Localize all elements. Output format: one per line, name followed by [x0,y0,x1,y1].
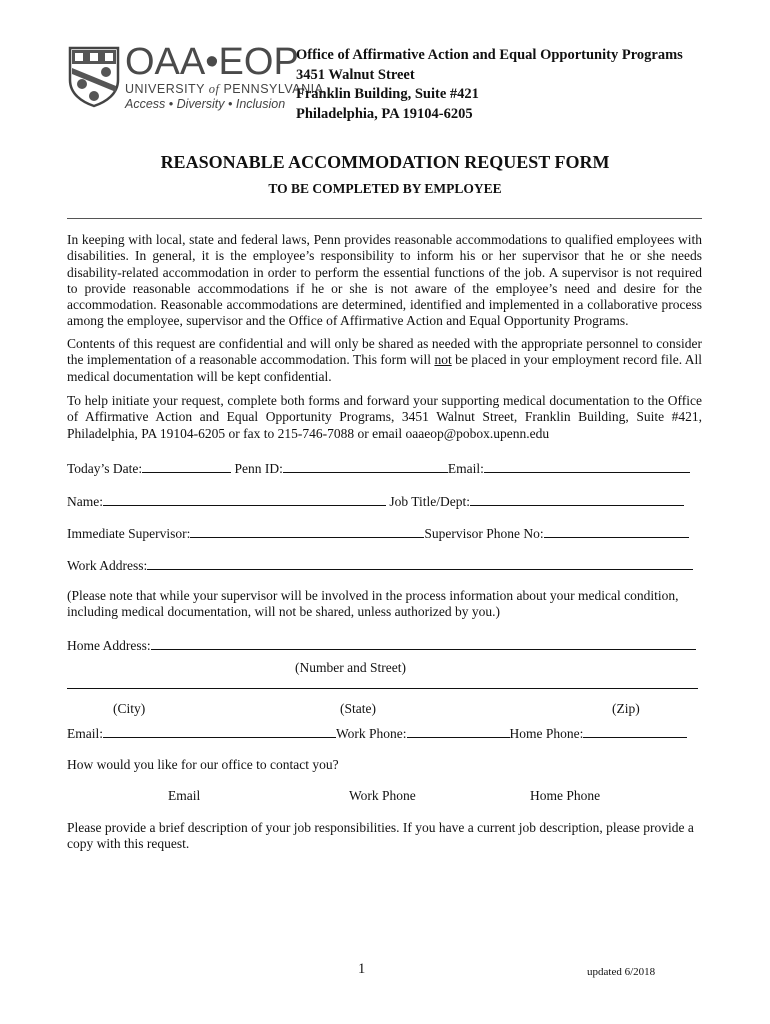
city-caption: (City) [113,701,146,716]
name-field[interactable] [103,492,386,506]
address-line: Franklin Building, Suite #421 [296,86,479,102]
contact-option-email[interactable]: Email [168,788,201,803]
home-address-field[interactable] [151,636,696,650]
job-title-field[interactable] [470,492,684,506]
email-field[interactable] [484,459,690,473]
number-street-caption: (Number and Street) [295,660,406,675]
office-address [296,46,683,124]
name-label: Name: [67,494,103,509]
intro-paragraph: In keeping with local, state and federal laws, Penn provides reasonable accommodations to qualified employees with disabilities. In general, it is the employee’s responsibility to inform his or her supervisor that he or she needs disability-related accommodation in order to perform the essential functions of the job. A supervisor is not required to provide reasonable accommodations if he or she is not aware of the employee’s need and desire for the accommodation. Reasonable accommodations are determined, identified and implemented in a collaborative process among the employee, supervisor and the Office of Affirmative Action and Equal Opportunity Programs. [67,232,702,329]
work-address-row [67,556,693,574]
contact-numbers-row [67,724,687,742]
zip-caption: (Zip) [612,701,640,716]
work-phone-field[interactable] [407,724,510,738]
contact-email-label: Email: [67,726,103,741]
form-subtitle: TO BE COMPLETED BY EMPLOYEE [268,181,502,196]
home-address-label: Home Address: [67,638,151,653]
instructions-paragraph: To help initiate your request, complete both forms and forward your supporting medical documentation to the Office of Affirmative Action and Equal Opportunity Programs, 3451 Walnut Street, Franklin Building, Suite #421, Philadelphia, PA 19104-6205 or fax to 215-746-7088 or email oaaeop@pobox.upenn.edu [67,393,702,441]
updated-date: updated 6/2018 [587,966,656,978]
state-caption: (State) [340,701,376,716]
address-line: Philadelphia, PA 19104-6205 [296,105,473,122]
home-address-row [67,636,696,654]
address-line: Office of Affirmative Action and Equal Opportunity Programs [296,47,683,63]
work-address-label: Work Address: [67,558,148,573]
contact-option-work-phone[interactable]: Work Phone [349,788,416,803]
confidentiality-paragraph: Contents of this request are confidential and will only be shared as needed with the appropriate personnel to consider the implementation of a reasonable accommodation. This form will not be placed in your employment record file. All medical documentation will be kept confidential. [67,336,702,384]
logo-tagline: Access • Diversity • Inclusion [125,97,286,111]
penn-shield-icon [68,46,120,108]
privacy-note: (Please note that while your supervisor will be involved in the process information about your medical condition, including medical documentation, will not be shared, unless authorized by you.) [67,588,679,620]
supervisor-field[interactable] [190,524,424,538]
todays-date-row [67,459,690,477]
home-phone-label: Home Phone: [509,726,584,741]
job-description-prompt: Please provide a brief description of your job responsibilities. If you have a current job description, please provide a copy with this request. [67,820,694,852]
name-row [67,492,684,510]
work-phone-label: Work Phone: [336,726,407,741]
penn-id-label: Penn ID: [234,461,283,476]
email-label: Email: [447,461,484,476]
work-address-field[interactable] [147,556,693,570]
todays-date-field[interactable] [142,459,231,473]
contact-email-field[interactable] [103,724,336,738]
supervisor-phone-label: Supervisor Phone No: [424,526,544,541]
supervisor-row [67,524,689,542]
university-name: UNIVERSITY of PENNSYLVANIA [125,82,324,96]
contact-option-home-phone[interactable]: Home Phone [530,788,601,803]
page-number: 1 [358,961,366,977]
todays-date-label: Today’s Date: [67,461,143,476]
header-divider [67,218,702,219]
penn-id-field[interactable] [283,459,448,473]
oaa-eop-logo [68,41,324,122]
address-line-2-field[interactable] [67,688,698,689]
supervisor-label: Immediate Supervisor: [67,526,191,541]
oaa-eop-wordmark: OAA•EOP [125,41,299,83]
contact-question: How would you like for our office to contact you? [67,757,339,772]
form-title: REASONABLE ACCOMMODATION REQUEST FORM [160,152,610,172]
home-phone-field[interactable] [583,724,687,738]
job-title-label: Job Title/Dept: [389,494,471,509]
supervisor-phone-field[interactable] [544,524,689,538]
address-line: 3451 Walnut Street [296,66,415,83]
